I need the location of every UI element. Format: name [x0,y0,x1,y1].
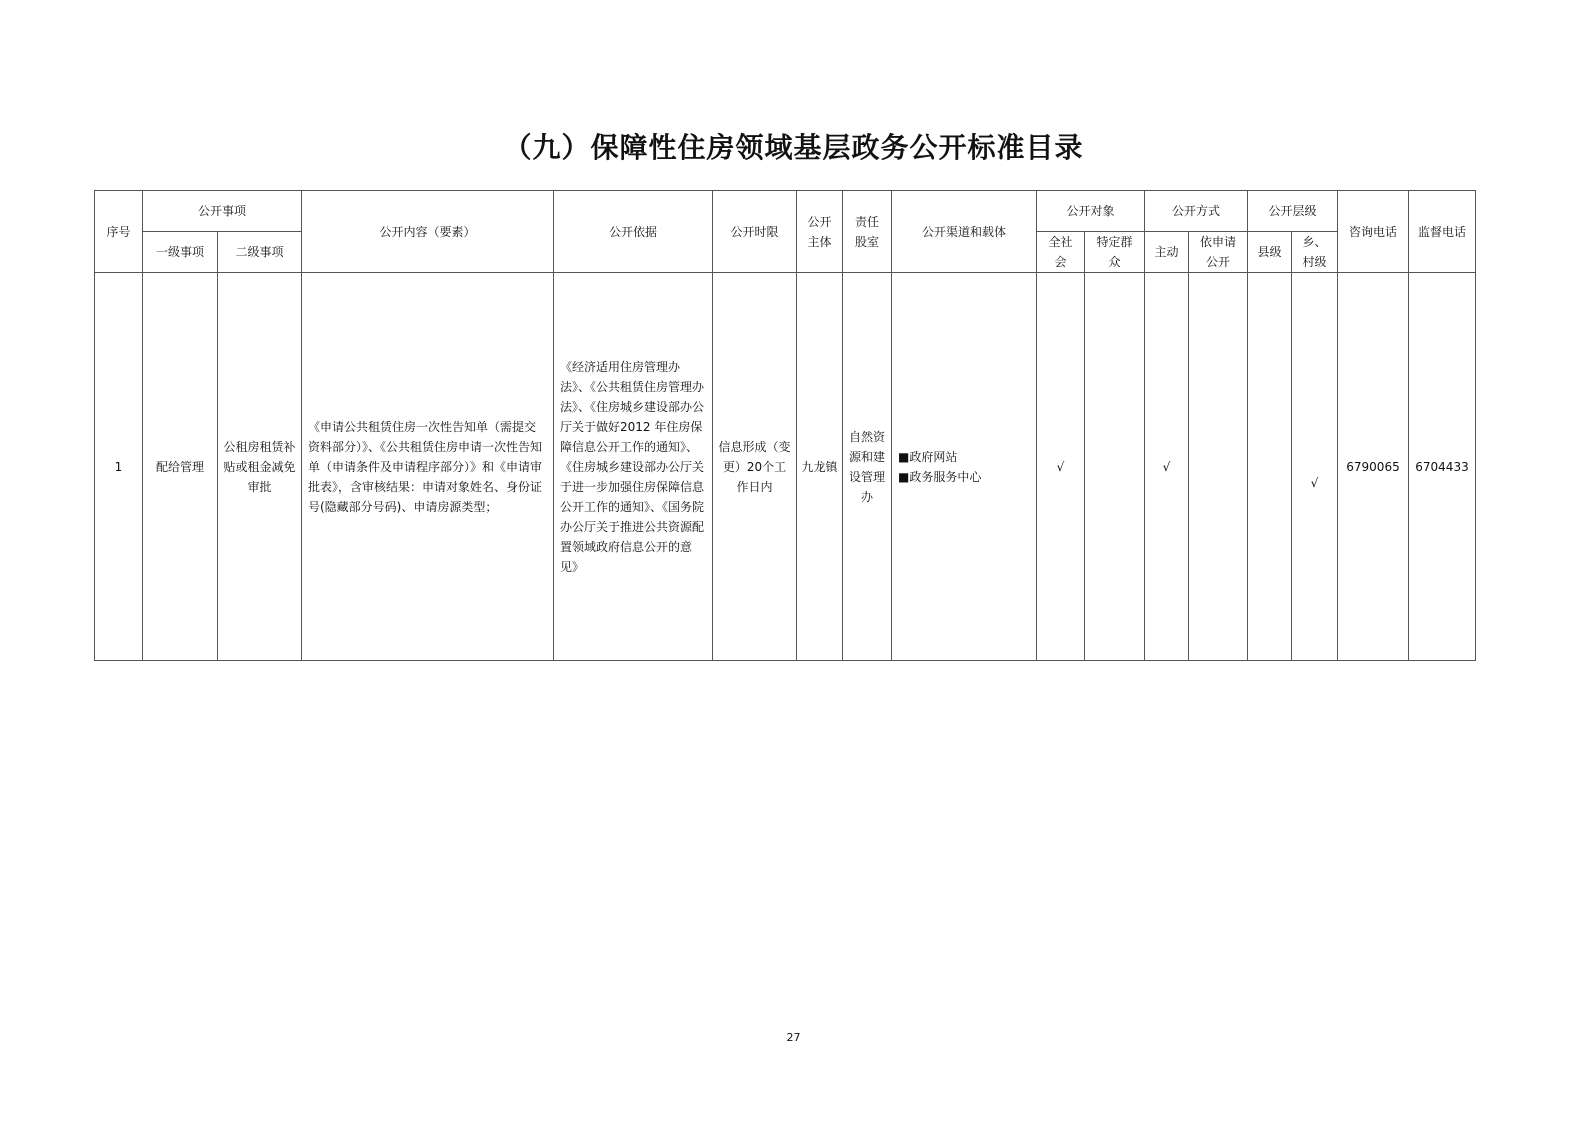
header-basis: 公开依据 [554,191,713,273]
header-method-active: 主动 [1145,232,1189,273]
catalog-table [94,190,1476,661]
header-target-all [1037,232,1085,273]
header-consult-phone: 咨询电话 [1338,191,1409,273]
header-level-town-line2: 村级 [1302,255,1327,269]
cell-basis: 《经济适用住房管理办法》、《公共租赁住房管理办法》、《住房城乡建设部办公厅关于做好2012 年住房保障信息公开工作的通知》、《住房城乡建设部办公厅关于进一步加强住房保障信息公开工作的通知》、《国务院办公厅关于推进公共资源配置领域政府信息公开的意见》 [554,273,713,661]
header-level-county: 县级 [1248,232,1292,273]
header-dept-line1: 责任 [854,214,879,229]
header-target: 公开对象 [1037,191,1145,232]
header-level1: 一级事项 [143,232,218,273]
cell-dept: 自然资源和建设管理办 [843,273,892,661]
header-level-town-line1: 乡、 [1302,235,1327,249]
check-mark-level-town: √ [1310,475,1319,490]
cell-target-all: √ [1037,273,1085,661]
header-target-specific [1085,232,1145,273]
header-content: 公开内容（要素） [302,191,554,273]
header-method-request-line1: 依申请 [1199,235,1236,249]
cell-content: 《申请公共租赁住房一次性告知单（需提交资料部分）》、《公共租赁住房申请一次性告知单（申请条件及申请程序部分）》和《申请审批表》，含审核结果：申请对象姓名、身份证号(隐藏部分号码)、申请房源类型； [302,273,554,661]
header-level-town [1292,232,1338,273]
channel-item-website: ■政府网站 [898,449,958,464]
cell-subject: 九龙镇 [797,273,843,661]
cell-level1: 配给管理 [143,273,218,661]
header-target-all-line1: 全社 [1048,235,1073,249]
header-subject [797,191,843,273]
cell-seq: 1 [95,273,143,661]
cell-consult-phone: 6790065 [1338,273,1409,661]
table-row [95,273,1476,661]
header-channel: 公开渠道和载体 [892,191,1037,273]
cell-channels [892,273,1037,661]
header-level2: 二级事项 [218,232,302,273]
cell-level-town [1292,273,1338,661]
header-target-specific-line2: 众 [1108,255,1121,269]
header-items: 公开事项 [143,191,302,232]
cell-method-active: √ [1145,273,1189,661]
cell-time-limit: 信息形成（变更）20个工作日内 [713,273,797,661]
header-method: 公开方式 [1145,191,1248,232]
header-target-specific-line1: 特定群 [1096,235,1133,249]
page-number: 27 [786,1031,801,1044]
cell-level-county [1248,273,1292,661]
header-subject-line2: 主体 [807,234,832,249]
header-method-request [1189,232,1248,273]
cell-level2: 公租房租赁补贴或租金减免审批 [218,273,302,661]
header-target-all-line2: 会 [1054,255,1067,269]
header-subject-line1: 公开 [807,214,832,229]
header-seq: 序号 [95,191,143,273]
channel-item-service-center: ■政务服务中心 [898,469,982,484]
header-time-limit: 公开时限 [713,191,797,273]
cell-target-specific [1085,273,1145,661]
header-level: 公开层级 [1248,191,1338,232]
cell-method-request [1189,273,1248,661]
cell-supervise-phone: 6704433 [1409,273,1476,661]
header-dept-line2: 股室 [854,234,879,249]
header-row-1 [95,191,1476,232]
page-title: （九）保障性住房领域基层政务公开标准目录 [503,131,1084,164]
header-supervise-phone: 监督电话 [1409,191,1476,273]
header-dept [843,191,892,273]
header-method-request-line2: 公开 [1205,255,1230,269]
